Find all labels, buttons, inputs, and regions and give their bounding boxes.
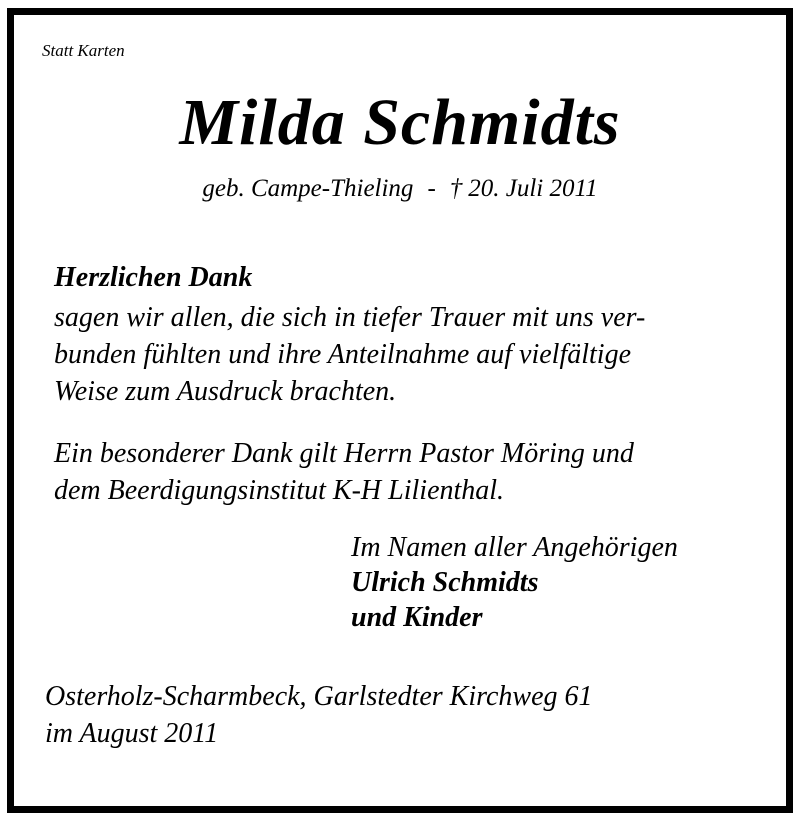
- separator: -: [427, 175, 436, 202]
- signature-intro: Im Namen aller Angehörigen: [351, 532, 678, 563]
- thanks-paragraph: [54, 299, 645, 410]
- paragraph-line: Ein besonderer Dank gilt Herrn Pastor Möring und: [54, 438, 634, 469]
- birth-name: geb. Campe-Thieling: [202, 175, 414, 202]
- obituary-card: [7, 8, 793, 813]
- pre-title: Statt Karten: [42, 41, 125, 60]
- paragraph-line: sagen wir allen, die sich in tiefer Trauer mit uns ver-: [54, 302, 646, 333]
- address: Osterholz-Scharmbeck, Garlstedter Kirchweg 61: [45, 681, 593, 712]
- address-block: [45, 678, 593, 752]
- signature-block: [351, 530, 678, 635]
- special-thanks-paragraph: [54, 435, 634, 509]
- death-date: 20. Juli 2011: [468, 175, 598, 202]
- signature-name: Ulrich Schmidts: [351, 567, 539, 598]
- signature-family: und Kinder: [351, 602, 483, 633]
- thanks-heading: Herzlichen Dank: [54, 262, 253, 293]
- paragraph-line: dem Beerdigungsinstitut K-H Lilienthal.: [54, 475, 505, 506]
- paragraph-line: bunden fühlten und ihre Anteilnahme auf vielfältige: [54, 339, 632, 370]
- paragraph-line: Weise zum Ausdruck brachten.: [54, 376, 397, 407]
- date: im August 2011: [45, 718, 219, 749]
- cross-icon: †: [449, 175, 463, 202]
- deceased-name: Milda Schmidts: [179, 86, 621, 159]
- subtitle: [14, 175, 786, 203]
